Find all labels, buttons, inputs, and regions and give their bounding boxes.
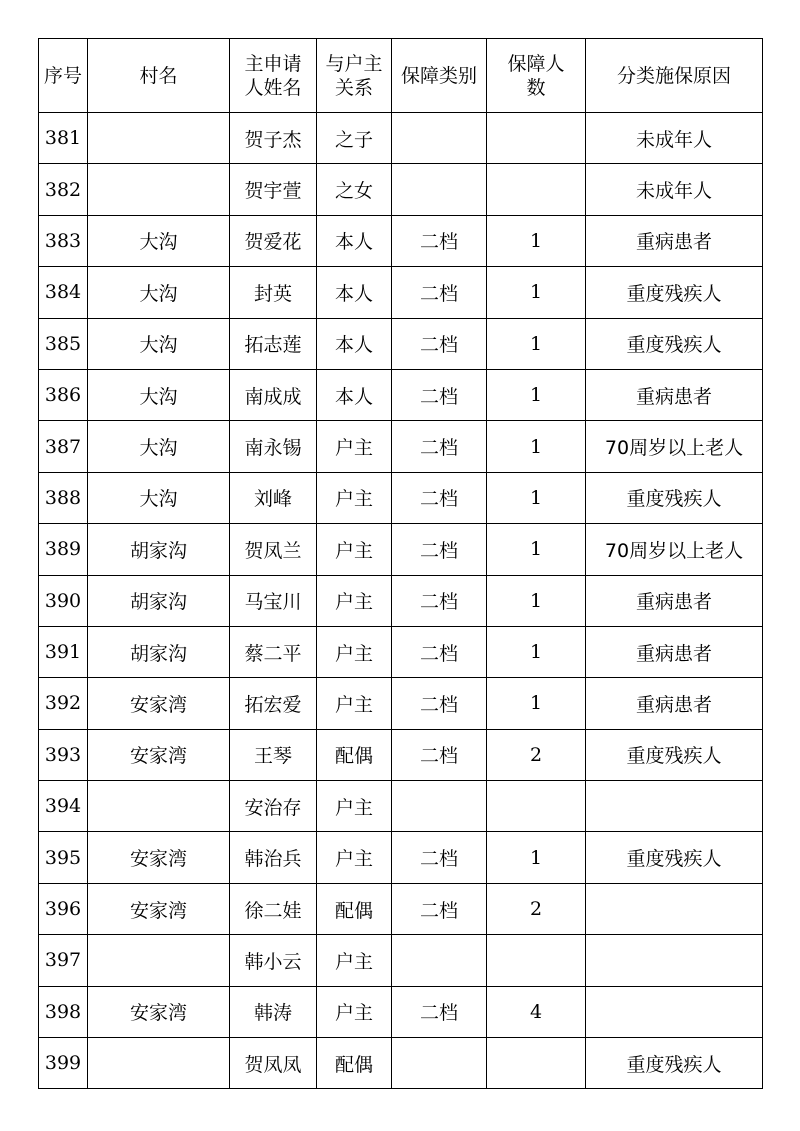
cell-category <box>392 113 487 164</box>
cell-seq: 381 <box>39 113 88 164</box>
cell-seq: 387 <box>39 421 88 472</box>
cell-category: 二档 <box>392 215 487 266</box>
table-row <box>39 626 763 677</box>
cell-seq: 395 <box>39 832 88 883</box>
cell-count: 4 <box>487 986 586 1037</box>
cell-relation: 户主 <box>317 986 392 1037</box>
table-row <box>39 1038 763 1089</box>
cell-category: 二档 <box>392 369 487 420</box>
cell-village: 安家湾 <box>88 729 230 780</box>
cell-category: 二档 <box>392 832 487 883</box>
cell-village: 安家湾 <box>88 986 230 1037</box>
header-seq: 序号 <box>39 39 88 113</box>
cell-seq: 386 <box>39 369 88 420</box>
cell-category: 二档 <box>392 524 487 575</box>
table-row <box>39 678 763 729</box>
cell-category: 二档 <box>392 729 487 780</box>
header-count-line-1: 保障人 <box>507 52 565 75</box>
cell-village: 安家湾 <box>88 883 230 934</box>
header-village: 村名 <box>88 39 230 113</box>
cell-seq: 383 <box>39 215 88 266</box>
cell-category: 二档 <box>392 678 487 729</box>
cell-applicant-name: 封英 <box>230 267 317 318</box>
cell-reason: 重度残疾人 <box>586 832 763 883</box>
header-relation <box>317 39 392 113</box>
table-row <box>39 267 763 318</box>
cell-count: 1 <box>487 369 586 420</box>
cell-reason <box>586 935 763 986</box>
cell-village <box>88 781 230 832</box>
cell-reason: 重病患者 <box>586 215 763 266</box>
cell-applicant-name: 韩涛 <box>230 986 317 1037</box>
cell-village: 大沟 <box>88 369 230 420</box>
cell-applicant-name: 南永锡 <box>230 421 317 472</box>
cell-reason <box>586 986 763 1037</box>
cell-relation: 配偶 <box>317 729 392 780</box>
cell-seq: 382 <box>39 164 88 215</box>
cell-count: 1 <box>487 575 586 626</box>
cell-seq: 398 <box>39 986 88 1037</box>
cell-applicant-name: 徐二娃 <box>230 883 317 934</box>
cell-seq: 389 <box>39 524 88 575</box>
cell-category: 二档 <box>392 575 487 626</box>
cell-count: 2 <box>487 883 586 934</box>
cell-seq: 391 <box>39 626 88 677</box>
table-row <box>39 883 763 934</box>
header-relation-line-1: 与户主 <box>325 52 383 75</box>
cell-applicant-name: 蔡二平 <box>230 626 317 677</box>
cell-category <box>392 164 487 215</box>
cell-applicant-name: 韩小云 <box>230 935 317 986</box>
cell-reason: 重病患者 <box>586 575 763 626</box>
header-count <box>487 39 586 113</box>
cell-relation: 户主 <box>317 935 392 986</box>
cell-reason: 未成年人 <box>586 113 763 164</box>
cell-reason: 70周岁以上老人 <box>586 421 763 472</box>
cell-reason <box>586 781 763 832</box>
cell-village <box>88 1038 230 1089</box>
cell-village: 安家湾 <box>88 678 230 729</box>
header-applicant <box>230 39 317 113</box>
cell-relation: 本人 <box>317 215 392 266</box>
cell-applicant-name: 马宝川 <box>230 575 317 626</box>
cell-category <box>392 781 487 832</box>
cell-category: 二档 <box>392 318 487 369</box>
cell-relation: 之女 <box>317 164 392 215</box>
cell-reason <box>586 883 763 934</box>
cell-relation: 之子 <box>317 113 392 164</box>
cell-reason: 重度残疾人 <box>586 267 763 318</box>
cell-reason: 重病患者 <box>586 678 763 729</box>
cell-category: 二档 <box>392 472 487 523</box>
table-row <box>39 215 763 266</box>
cell-reason: 重病患者 <box>586 369 763 420</box>
header-row <box>39 39 763 113</box>
header-reason: 分类施保原因 <box>586 39 763 113</box>
cell-applicant-name: 贺凤凤 <box>230 1038 317 1089</box>
cell-village: 大沟 <box>88 472 230 523</box>
table-row <box>39 935 763 986</box>
header-applicant-line-2: 人姓名 <box>244 76 302 99</box>
cell-reason: 重度残疾人 <box>586 1038 763 1089</box>
cell-count: 1 <box>487 421 586 472</box>
cell-seq: 396 <box>39 883 88 934</box>
cell-category: 二档 <box>392 883 487 934</box>
cell-category <box>392 935 487 986</box>
cell-reason: 重病患者 <box>586 626 763 677</box>
cell-category: 二档 <box>392 626 487 677</box>
cell-seq: 399 <box>39 1038 88 1089</box>
table-row <box>39 832 763 883</box>
cell-seq: 393 <box>39 729 88 780</box>
cell-relation: 户主 <box>317 678 392 729</box>
cell-relation: 户主 <box>317 472 392 523</box>
cell-village: 胡家沟 <box>88 626 230 677</box>
header-count-line-2: 数 <box>526 76 546 99</box>
cell-relation: 配偶 <box>317 1038 392 1089</box>
cell-applicant-name: 贺子杰 <box>230 113 317 164</box>
cell-relation: 户主 <box>317 832 392 883</box>
cell-village <box>88 935 230 986</box>
cell-relation: 户主 <box>317 575 392 626</box>
assistance-roster-table <box>38 38 763 1089</box>
cell-relation: 户主 <box>317 524 392 575</box>
table-row <box>39 524 763 575</box>
cell-village <box>88 113 230 164</box>
table-row <box>39 781 763 832</box>
cell-village <box>88 164 230 215</box>
cell-count <box>487 781 586 832</box>
header-category: 保障类别 <box>392 39 487 113</box>
table-row <box>39 421 763 472</box>
cell-relation: 户主 <box>317 421 392 472</box>
cell-applicant-name: 贺宇萱 <box>230 164 317 215</box>
cell-count: 1 <box>487 472 586 523</box>
cell-category: 二档 <box>392 267 487 318</box>
cell-count: 1 <box>487 318 586 369</box>
cell-count: 1 <box>487 215 586 266</box>
header-relation-line-2: 关系 <box>334 76 373 99</box>
table-row <box>39 986 763 1037</box>
table-row <box>39 369 763 420</box>
table-row <box>39 472 763 523</box>
table-body <box>39 113 763 1089</box>
cell-category: 二档 <box>392 986 487 1037</box>
cell-village: 大沟 <box>88 318 230 369</box>
cell-reason: 70周岁以上老人 <box>586 524 763 575</box>
cell-count <box>487 935 586 986</box>
cell-relation: 本人 <box>317 267 392 318</box>
header-applicant-line-1: 主申请 <box>244 52 302 75</box>
cell-reason: 重度残疾人 <box>586 472 763 523</box>
cell-applicant-name: 安治存 <box>230 781 317 832</box>
cell-applicant-name: 贺凤兰 <box>230 524 317 575</box>
cell-relation: 本人 <box>317 369 392 420</box>
cell-category <box>392 1038 487 1089</box>
table-row <box>39 575 763 626</box>
table-row <box>39 729 763 780</box>
cell-count: 1 <box>487 524 586 575</box>
cell-count: 1 <box>487 832 586 883</box>
cell-count <box>487 113 586 164</box>
cell-count: 1 <box>487 678 586 729</box>
cell-applicant-name: 贺爱花 <box>230 215 317 266</box>
cell-village: 大沟 <box>88 421 230 472</box>
cell-relation: 本人 <box>317 318 392 369</box>
cell-village: 大沟 <box>88 215 230 266</box>
cell-seq: 397 <box>39 935 88 986</box>
cell-village: 安家湾 <box>88 832 230 883</box>
table-row <box>39 318 763 369</box>
cell-relation: 配偶 <box>317 883 392 934</box>
cell-relation: 户主 <box>317 781 392 832</box>
cell-seq: 390 <box>39 575 88 626</box>
cell-seq: 388 <box>39 472 88 523</box>
table-row <box>39 113 763 164</box>
cell-village: 胡家沟 <box>88 575 230 626</box>
cell-reason: 未成年人 <box>586 164 763 215</box>
cell-applicant-name: 拓宏爱 <box>230 678 317 729</box>
cell-seq: 385 <box>39 318 88 369</box>
cell-count: 2 <box>487 729 586 780</box>
cell-reason: 重度残疾人 <box>586 729 763 780</box>
cell-applicant-name: 韩治兵 <box>230 832 317 883</box>
cell-reason: 重度残疾人 <box>586 318 763 369</box>
cell-applicant-name: 拓志莲 <box>230 318 317 369</box>
cell-seq: 394 <box>39 781 88 832</box>
cell-relation: 户主 <box>317 626 392 677</box>
cell-village: 胡家沟 <box>88 524 230 575</box>
cell-count <box>487 1038 586 1089</box>
cell-applicant-name: 南成成 <box>230 369 317 420</box>
cell-category: 二档 <box>392 421 487 472</box>
cell-seq: 392 <box>39 678 88 729</box>
cell-count <box>487 164 586 215</box>
cell-seq: 384 <box>39 267 88 318</box>
cell-applicant-name: 王琴 <box>230 729 317 780</box>
cell-count: 1 <box>487 626 586 677</box>
cell-village: 大沟 <box>88 267 230 318</box>
cell-applicant-name: 刘峰 <box>230 472 317 523</box>
cell-count: 1 <box>487 267 586 318</box>
table-row <box>39 164 763 215</box>
